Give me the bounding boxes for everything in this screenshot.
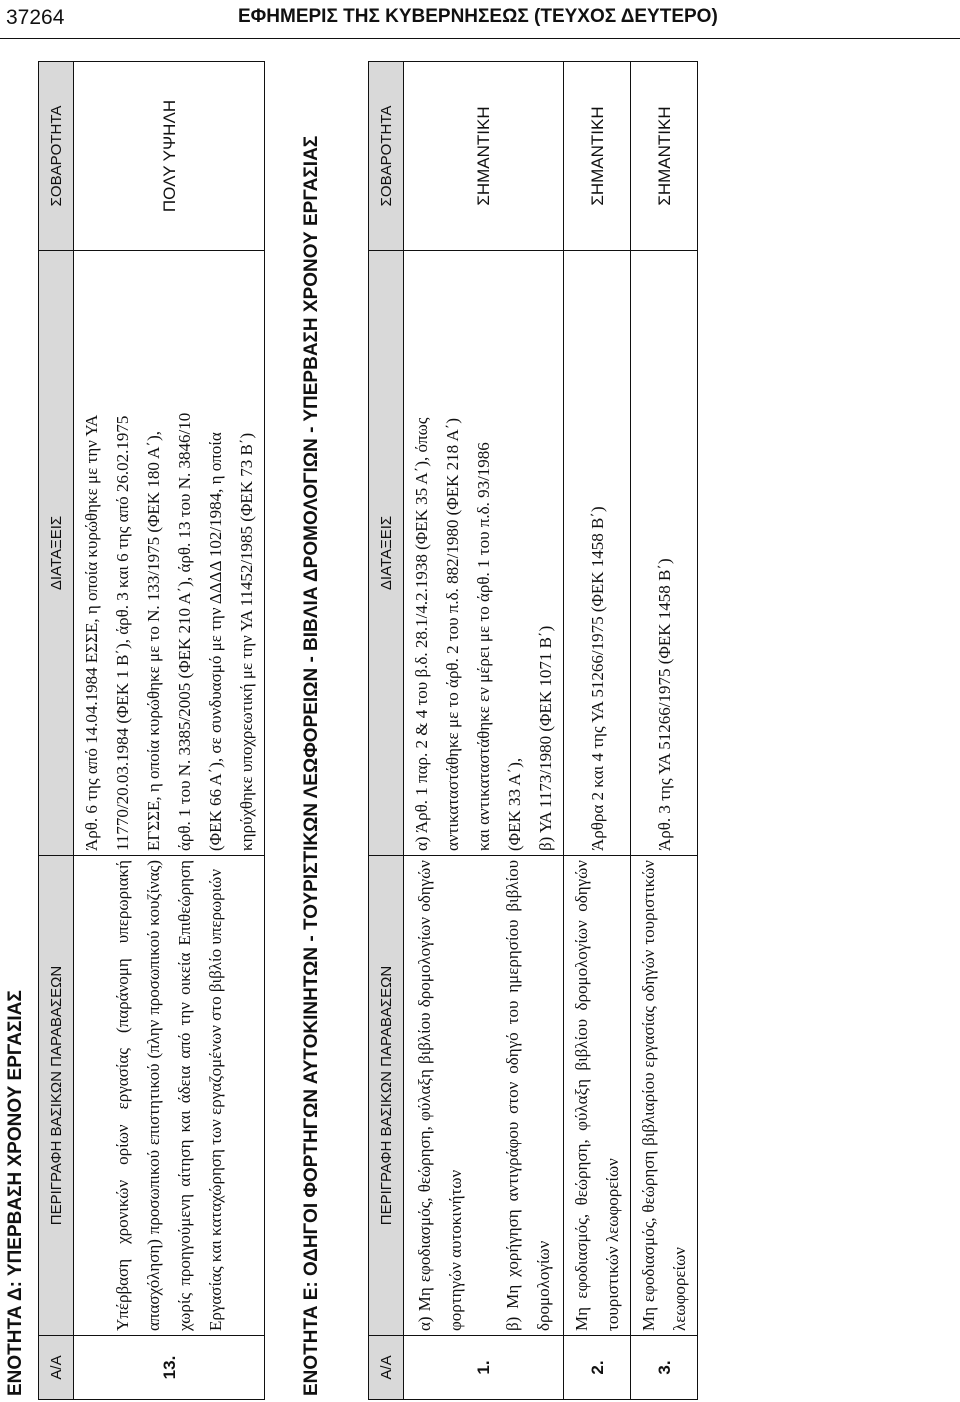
provision-line: ΕΓΣΣΕ, η οποία κυρώθηκε με το Ν. 133/1975 (ΦΕΚ 180 Α΄),: [144, 431, 163, 851]
row-number: 13.: [74, 1336, 265, 1400]
col-header-severity: ΣΟΒΑΡΟΤΗΤΑ: [369, 62, 404, 251]
violation-description: [404, 856, 564, 1336]
provision-line: β) ΥΑ 1173/1980 (ΦΕΚ 1071 Β΄): [536, 625, 555, 851]
col-header-aa: Α/Α: [369, 1336, 404, 1400]
col-header-description: ΠΕΡΙΓΡΑΦΗ ΒΑΣΙΚΩΝ ΠΑΡΑΒΑΣΕΩΝ: [39, 856, 74, 1336]
provision-line: 11770/20.03.1984 (ΦΕΚ 1 Β΄), άρθ. 3 και 6 της από 26.02.1975: [113, 415, 132, 851]
table-row: [564, 62, 631, 1400]
page-header: [0, 0, 960, 39]
violation-part-b: β) Μη χορήγηση αντιγράφου στον οδηγό του ημερησίου βιβλίου δρομολογίων: [502, 860, 553, 1331]
severity-value: ΣΗΜΑΝΤΙΚΗ: [631, 62, 698, 251]
table-row: [631, 62, 698, 1400]
provision-line: Άρθ. 6 της από 14.04.1984 ΕΣΣΕ, η οποία κυρώθηκε με την ΥΑ: [82, 414, 101, 851]
provision-line: Άρθ. 3 της ΥΑ 51266/1975 (ΦΕΚ 1458 Β΄): [654, 558, 674, 851]
section-d-title: ΕΝΟΤΗΤΑ Δ: ΥΠΕΡΒΑΣΗ ΧΡΟΝΟΥ ΕΡΓΑΣΙΑΣ: [5, 990, 26, 1396]
provisions-cell: [404, 251, 564, 856]
gazette-title: ΕΦΗΜΕΡΙΣ ΤΗΣ ΚΥΒΕΡΝΗΣΕΩΣ (ΤΕΥΧΟΣ ΔΕΥΤΕΡΟ): [238, 6, 718, 27]
col-header-provisions: ΔΙΑΤΑΞΕΙΣ: [39, 251, 74, 856]
provision-line: αντικαταστάθηκε με το άρθ. 2 του π.δ. 882/1980 (ΦΕΚ 218 Α΄): [443, 417, 462, 851]
row-number: 1.: [404, 1336, 564, 1400]
table-header-row: [369, 62, 404, 1400]
col-header-severity: ΣΟΒΑΡΟΤΗΤΑ: [39, 62, 74, 251]
row-number: 3.: [631, 1336, 698, 1400]
provision-line: (ΦΕΚ 33 Α΄),: [505, 757, 524, 851]
violation-description: Υπέρβαση χρονικών ορίων εργασίας (παράνομη υπερωριακή απασχόληση) προσωπικού επιστητικού (πλην προσωπικού κουζίνας) χωρίς προηγούμενη αίτηση και άδεια από την οικεία Επιθεώρηση Εργασίας και καταχώρηση των εργαζομένων στο βιβλίο υπερωριών: [74, 856, 265, 1336]
violation-description: Μη εφοδιασμός, θεώρηση βιβλιαρίου εργασίας οδηγών τουριστικών λεωφορείων: [631, 856, 698, 1336]
row-number: 2.: [564, 1336, 631, 1400]
table-row: [74, 62, 265, 1400]
col-header-description: ΠΕΡΙΓΡΑΦΗ ΒΑΣΙΚΩΝ ΠΑΡΑΒΑΣΕΩΝ: [369, 856, 404, 1336]
violation-part-a: α) Μη εφοδιασμός, θεώρηση, φύλαξη βιβλίου δρομολογίων οδηγών φορτηγών αυτοκινήτων: [414, 860, 465, 1331]
table-row: [404, 62, 564, 1400]
severity-value: ΠΟΛΥ ΥΨΗΛΗ: [74, 62, 265, 251]
provision-line: και αντικαταστάθηκε εν μέρει με το άρθ. 1 του π.δ. 93/1986: [474, 442, 493, 851]
provision-line: άρθ. 1 του Ν. 3385/2005 (ΦΕΚ 210 Α΄), άρθ. 13 του Ν. 3846/10: [175, 412, 194, 851]
provision-line: κηρύχθηκε υποχρεωτική με την ΥΑ 11452/1985 (ΦΕΚ 73 Β΄): [237, 432, 256, 851]
rotated-content: [0, 42, 960, 1402]
section-e-title: ΕΝΟΤΗΤΑ Ε: ΟΔΗΓΟΙ ΦΟΡΤΗΓΩΝ ΑΥΤΟΚΙΝΗΤΩΝ - ΤΟΥΡΙΣΤΙΚΩΝ ΛΕΩΦΟΡΕΙΩΝ - ΒΙΒΛΙΑ ΔΡΟΜΟΛΟΓΙΩΝ - ΥΠΕΡΒΑΣΗ ΧΡΟΝΟΥ ΕΡΓΑΣΙΑΣ: [301, 135, 322, 1396]
provisions-cell: [631, 251, 698, 856]
col-header-aa: Α/Α: [39, 1336, 74, 1400]
page-number: 37264: [6, 6, 65, 29]
col-header-provisions: ΔΙΑΤΑΞΕΙΣ: [369, 251, 404, 856]
provisions-cell: [564, 251, 631, 856]
severity-value: ΣΗΜΑΝΤΙΚΗ: [404, 62, 564, 251]
section-e-table: [368, 61, 698, 1400]
provision-line: Άρθρα 2 και 4 της ΥΑ 51266/1975 (ΦΕΚ 1458 Β΄): [587, 506, 607, 851]
provisions-cell: [74, 251, 265, 856]
section-d-table: [38, 61, 265, 1400]
provision-line: (ΦΕΚ 66 Α΄), σε συνδυασμό με την ΔΔΔΔ 102/1984, η οποία: [206, 432, 225, 851]
table-header-row: [39, 62, 74, 1400]
provision-line: α) Άρθ. 1 παρ. 2 & 4 του β.δ. 28.1/4.2.1938 (ΦΕΚ 35 Α΄), όπως: [412, 417, 431, 851]
violation-description: Μη εφοδιασμός, θεώρηση, φύλαξη βιβλίου δρομολογίων οδηγών τουριστικών λεωφορείων: [564, 856, 631, 1336]
severity-value: ΣΗΜΑΝΤΙΚΗ: [564, 62, 631, 251]
